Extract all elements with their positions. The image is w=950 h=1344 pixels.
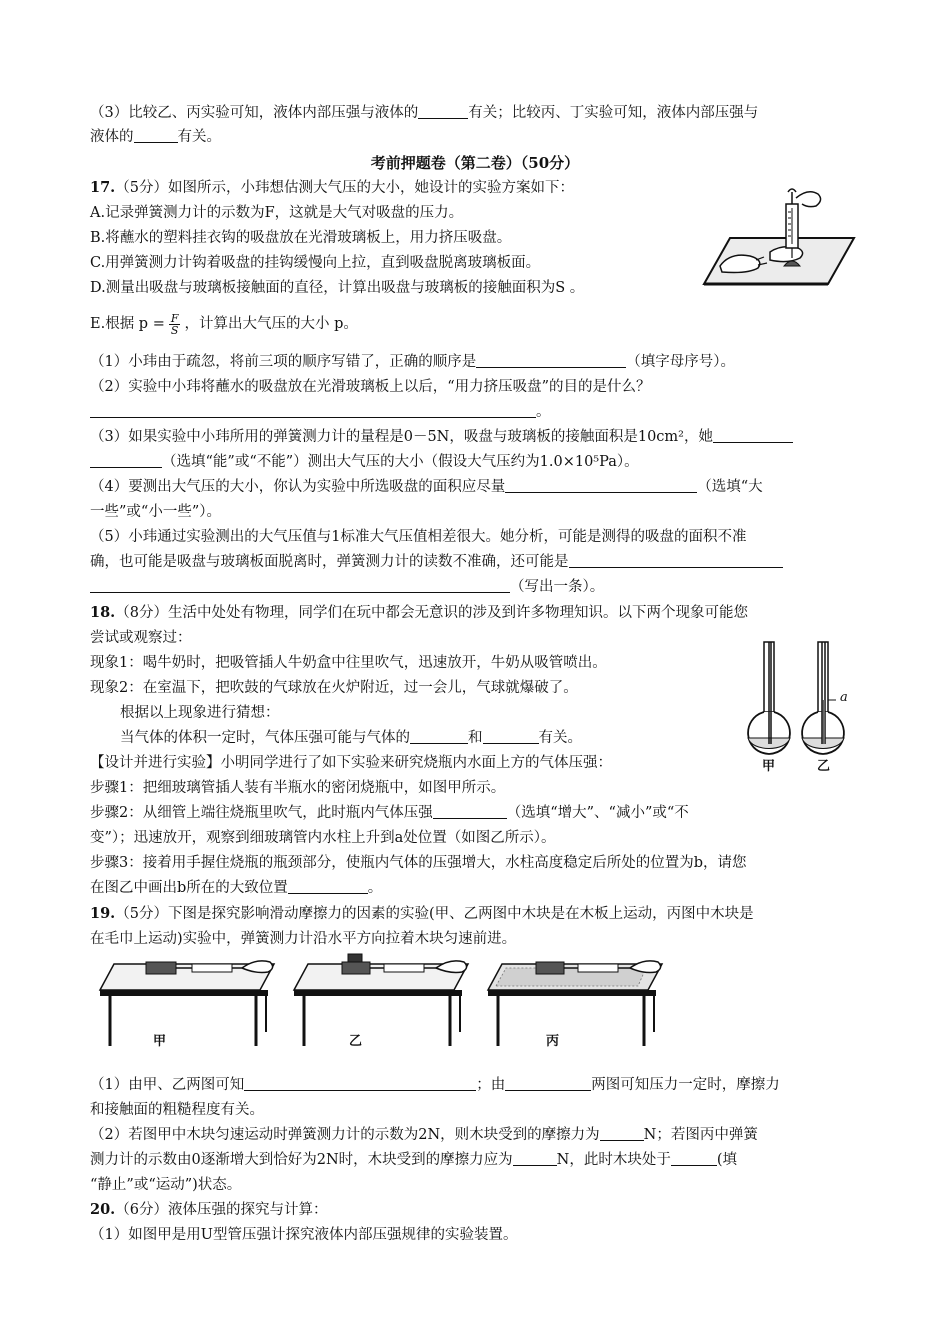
q18-design: 【设计并进行实验】小明同学进行了如下实验来研究烧瓶内水面上方的气体压强： xyxy=(90,755,612,771)
q17-text: E.根据 p = xyxy=(90,316,165,332)
question-number: 17. xyxy=(90,179,116,196)
q17-text: （3）如果实验中小玮所用的弹簧测力计的量程是0－5N，吸盘与玻璃板的接触面积是10cm²，她 xyxy=(90,429,713,445)
formula-numerator: F xyxy=(170,311,179,325)
answer-blank[interactable] xyxy=(244,1076,476,1091)
q17-text: （4）要测出大气压的大小，你认为实验中所选吸盘的面积应尽量 xyxy=(90,479,506,495)
question-number: 20. xyxy=(90,1201,116,1218)
question-number: 19. xyxy=(90,905,116,922)
q17-step-b: B.将蘸水的塑料挂衣钩的吸盘放在光滑玻璃板上，用力挤压吸盘。 xyxy=(90,230,512,246)
q19-sub-2 xyxy=(90,1125,758,1145)
q17-sub-5-end xyxy=(90,577,604,597)
q18-guess: 根据以上现象进行猜想： xyxy=(120,705,280,721)
suction-cup-figure xyxy=(700,186,860,292)
q19-text: （5分）下图是探究影响滑动摩擦力的因素的实验(甲、乙两图中木块是在木板上运动，丙图中木块是 xyxy=(115,906,754,922)
q18-text: 在图乙中画出b所在的大致位置 xyxy=(90,880,288,896)
q17-sub-4-cont: 一些”或“小一些”）。 xyxy=(90,504,221,520)
q17-text: （填字母序号）。 xyxy=(626,354,735,370)
q17-text: （写出一条）。 xyxy=(510,579,605,595)
q19-sub-2-end: “静止”或“运动”)状态。 xyxy=(90,1177,242,1193)
q17-sub-1 xyxy=(90,352,735,372)
answer-blank[interactable] xyxy=(90,578,510,593)
q17-sub-4 xyxy=(90,477,763,497)
figure-label-bing: 丙 xyxy=(546,1034,560,1049)
q17-text: 确，也可能是吸盘与玻璃板面脱离时，弹簧测力计的读数不准确，还可能是 xyxy=(90,554,569,570)
answer-blank[interactable] xyxy=(671,1151,717,1166)
q17-text: （5分）如图所示，小玮想估测大气压的大小，她设计的实验方案如下： xyxy=(115,180,574,196)
q17-sub-3 xyxy=(90,427,793,447)
q17-sub-2-answer xyxy=(90,402,551,422)
q19-text: N；若图丙中弹簧 xyxy=(643,1127,758,1143)
q19-sub-1-cont: 和接触面的粗糙程度有关。 xyxy=(90,1102,264,1118)
q16-line-1 xyxy=(90,103,758,123)
q20-heading xyxy=(90,1200,327,1220)
figure-label-jia: 甲 xyxy=(153,1034,167,1049)
flask-label-yi: 乙 xyxy=(817,759,831,774)
q18-guess-1 xyxy=(120,728,582,748)
q17-step-a: A.记录弹簧测力计的示数为F，这就是大气对吸盘的压力。 xyxy=(90,205,464,221)
q19-sub-2-cont xyxy=(90,1150,737,1170)
q18-text: （选填“增大”、“减小”或“不 xyxy=(506,805,689,821)
question-number: 18. xyxy=(90,604,116,621)
q18-phenomenon-2: 现象2：在室温下，把吹鼓的气球放在火炉附近，过一会儿，气球就爆破了。 xyxy=(90,680,578,696)
q18-text: 有关。 xyxy=(538,730,582,746)
table-jia xyxy=(100,961,274,1046)
answer-blank[interactable] xyxy=(90,403,536,418)
q18-phenomenon-1: 现象1：喝牛奶时，把吸管插人牛奶盒中往里吹气，迅速放开，牛奶从吸管喷出。 xyxy=(90,655,607,671)
q19-text: (填 xyxy=(716,1152,737,1168)
q17-step-c: C.用弹簧测力计钩着吸盘的挂钩缓慢向上拉，直到吸盘脱离玻璃板面。 xyxy=(90,255,541,271)
q19-text: （2）若图甲中木块匀速运动时弹簧测力计的示数为2N，则木块受到的摩擦力为 xyxy=(90,1127,600,1143)
answer-blank[interactable] xyxy=(476,353,626,368)
flask-label-a: a xyxy=(840,690,848,705)
q19-text: 两图可知压力一定时，摩擦力 xyxy=(591,1077,780,1093)
q17-sub-5: （5）小玮通过实验测出的大气压值与1标准大气压值相差很大。她分析，可能是测得的吸盘的面积不准 xyxy=(90,529,747,545)
q17-step-d: D.测量出吸盘与玻璃板接触面的直径，计算出吸盘与玻璃板的接触面积为S 。 xyxy=(90,280,585,296)
q17-sub-3-cont xyxy=(90,452,639,472)
q18-step-2-cont: 变”）；迅速放开，观察到细玻璃管内水柱上升到a处位置（如图乙所示）。 xyxy=(90,830,556,846)
section-title: 考前押题卷（第二卷）（50分） xyxy=(370,154,580,172)
q16-text: 有关；比较丙、丁实验可知，液体内部压强与 xyxy=(468,105,759,121)
q18-step-3-cont xyxy=(90,878,382,898)
friction-figures xyxy=(96,950,676,1050)
answer-blank[interactable] xyxy=(433,804,507,819)
q18-text: 和 xyxy=(468,730,483,746)
answer-blank[interactable] xyxy=(483,729,539,744)
q17-text: （1）小玮由于疏忽，将前三项的顺序写错了，正确的顺序是 xyxy=(90,354,477,370)
answer-blank[interactable] xyxy=(410,729,468,744)
answer-blank[interactable] xyxy=(569,553,783,568)
q16-line-2 xyxy=(90,127,221,147)
q18-heading xyxy=(90,603,748,623)
q17-text: （选填“能”或“不能”）测出大气压的大小（假设大气压约为1.0×10⁵Pa）。 xyxy=(162,454,639,470)
q19-sub-1 xyxy=(90,1075,780,1095)
q19-text: 测力计的示数由0逐渐增大到恰好为2N时，木块受到的摩擦力应为 xyxy=(90,1152,513,1168)
q18-text: 。 xyxy=(367,880,383,896)
q16-text: 液体的 xyxy=(90,129,134,145)
answer-blank[interactable] xyxy=(90,453,162,468)
answer-blank[interactable] xyxy=(513,1151,557,1166)
flask-figure xyxy=(740,640,870,775)
table-yi xyxy=(294,954,468,1046)
flask-label-jia: 甲 xyxy=(762,759,776,774)
q16-text: （3）比较乙、丙实验可知，液体内部压强与液体的 xyxy=(90,105,419,121)
q17-sub-5-cont xyxy=(90,552,783,572)
answer-blank[interactable] xyxy=(713,428,793,443)
q18-text: 步骤2：从细管上端往烧瓶里吹气，此时瓶内气体压强 xyxy=(90,805,433,821)
q20-text: （6分）液体压强的探究与计算： xyxy=(115,1202,328,1218)
q19-text: ；由 xyxy=(476,1077,506,1093)
answer-blank[interactable] xyxy=(134,128,178,143)
q19-text: （1）由甲、乙两图可知 xyxy=(90,1077,245,1093)
q19-text: N，此时木块处于 xyxy=(556,1152,671,1168)
q17-text: ，计算出大气压的大小 p。 xyxy=(184,316,358,332)
q18-step-3: 步骤3：接着用手握住烧瓶的瓶颈部分，使瓶内气体的压强增大，水柱高度稳定后所处的位置为b，请您 xyxy=(90,855,747,871)
answer-blank[interactable] xyxy=(505,478,697,493)
q17-text: （选填“大 xyxy=(697,479,763,495)
answer-blank[interactable] xyxy=(600,1126,644,1141)
q17-sub-2: （2）实验中小玮将蘸水的吸盘放在光滑玻璃板上以后，“用力挤压吸盘”的目的是什么？ xyxy=(90,379,651,395)
answer-blank[interactable] xyxy=(505,1076,591,1091)
answer-blank[interactable] xyxy=(418,104,468,119)
q20-sub-1: （1）如图甲是用U型管压强计探究液体内部压强规律的实验装置。 xyxy=(90,1227,518,1243)
q17-step-e xyxy=(90,306,358,342)
pressure-formula xyxy=(169,313,181,336)
q18-text: （8分）生活中处处有物理，同学们在玩中都会无意识的涉及到许多物理知识。以下两个现象可能您 xyxy=(115,605,748,621)
q16-text: 有关。 xyxy=(177,129,221,145)
q18-text: 当气体的体积一定时，气体压强可能与气体的 xyxy=(120,730,410,746)
figure-label-yi: 乙 xyxy=(349,1034,363,1049)
q17-text: 。 xyxy=(536,404,551,420)
q18-step-1: 步骤1：把细玻璃管插人装有半瓶水的密闭烧瓶中，如图甲所示。 xyxy=(90,780,506,796)
table-bing xyxy=(488,961,662,1046)
q19-heading-cont: 在毛巾上运动)实验中，弹簧测力计沿水平方向拉着木块匀速前进。 xyxy=(90,931,517,947)
q19-heading xyxy=(90,904,754,924)
formula-denominator: S xyxy=(170,323,179,337)
q18-heading-cont: 尝试或观察过： xyxy=(90,630,192,646)
q17-heading xyxy=(90,178,574,198)
q18-step-2 xyxy=(90,803,689,823)
answer-blank[interactable] xyxy=(288,879,368,894)
